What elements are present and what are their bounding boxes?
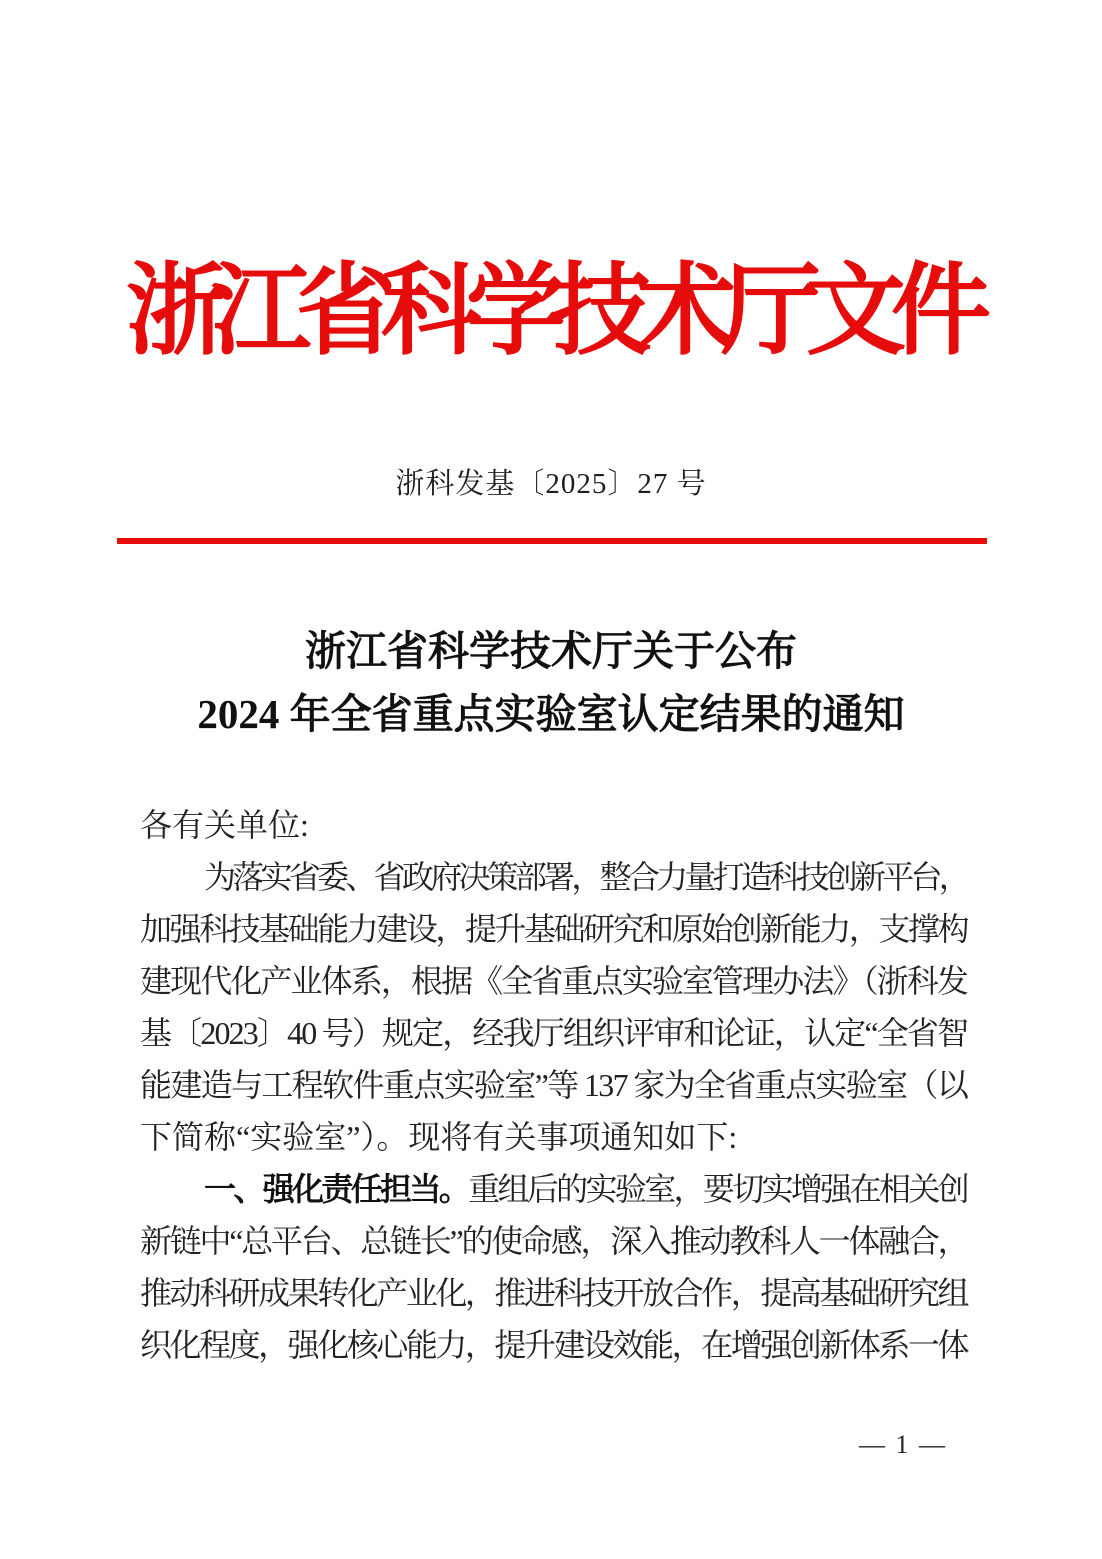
body-line-text: 能建造与工程软件重点实验室”等 137 家为全省重点实验室（以 [140,1067,968,1103]
red-divider-rule [117,538,987,544]
body-line-text: 加强科技基础能力建设，提升基础研究和原始创新能力，支撑构 [140,911,968,947]
document-title-line-2: 2024 年全省重点实验室认定结果的通知 [197,691,905,737]
body-line [140,1111,967,1163]
body-line [140,1319,967,1371]
body-line [140,1267,967,1319]
body-line-text: 织化程度，强化核心能力，提升建设效能，在增强创新体系一体 [140,1327,968,1363]
document-body [140,799,967,1371]
body-line [140,1007,967,1059]
body-line [140,955,967,1007]
document-number: 浙科发基〔2025〕27 号 [395,468,707,500]
body-line [140,799,967,851]
body-line-text: 推动科研成果转化产业化，推进科技开放合作，提高基础研究组 [140,1275,968,1311]
body-line-text: 各有关单位: [140,807,309,843]
body-line-text: 基〔2023〕40 号）规定，经我厅组织评审和论证，认定“全省智 [140,1015,968,1051]
body-line-text: 重组后的实验室，要切实增强在相关创 [468,1171,968,1207]
body-line-text: 新链中“总平台、总链长”的使命感，深入推动教科人一体融合， [140,1223,968,1259]
page-number: — 1 — [859,1430,947,1459]
body-line-text: 为落实省委、省政府决策部署，整合力量打造科技创新平台， [204,859,968,895]
body-line [140,903,967,955]
document-title [0,620,1102,746]
body-line [140,1215,967,1267]
agency-header-title: 浙江省科学技术厅文件 [126,256,976,367]
body-line [140,1163,967,1215]
paragraph-lead-bold: 一、强化责任担当。 [204,1171,469,1207]
body-line [140,851,967,903]
document-title-line-1: 浙江省科学技术厅关于公布 [305,628,797,674]
body-line [140,1059,967,1111]
body-line-text: 建现代化产业体系，根据《全省重点实验室管理办法》（浙科发 [140,963,968,999]
body-line-text: 下简称“实验室”）。现将有关事项通知如下: [140,1119,738,1155]
